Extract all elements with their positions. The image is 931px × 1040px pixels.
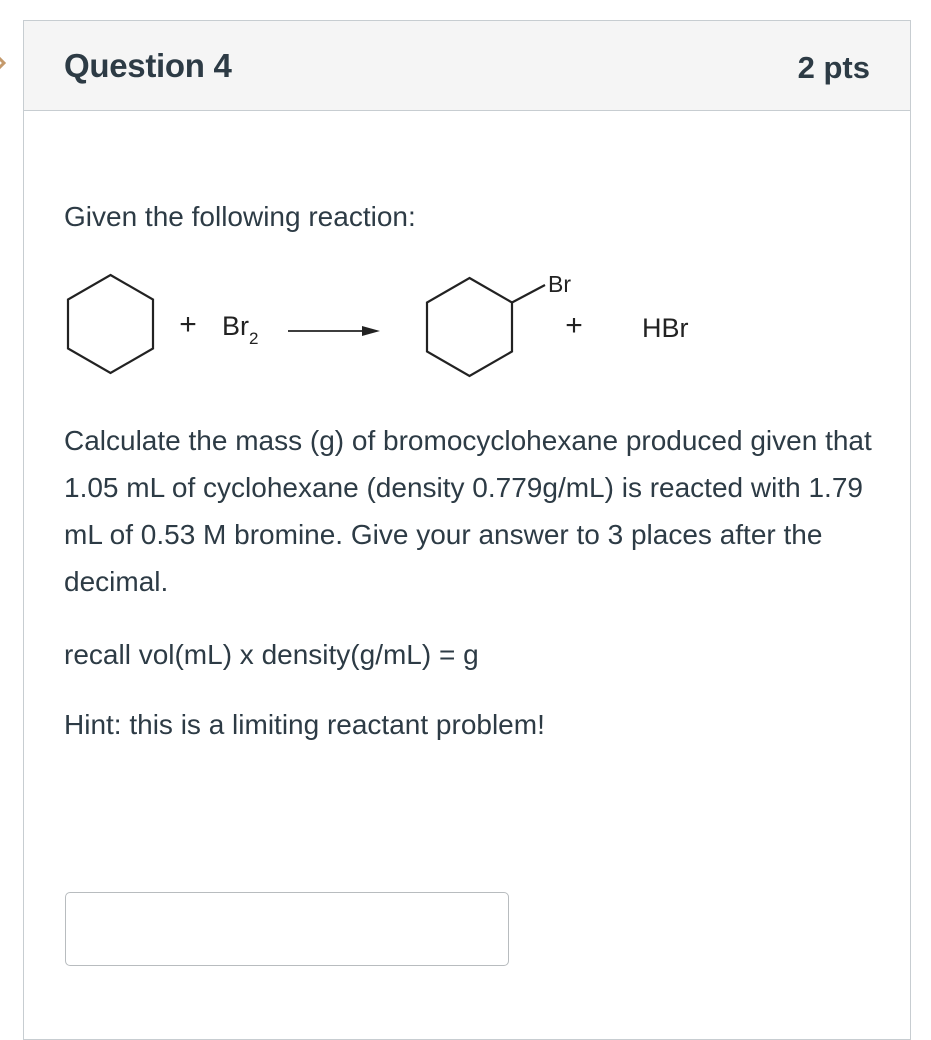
c-br-bond xyxy=(512,285,545,303)
hbr-label: HBr xyxy=(642,313,689,343)
plus-sign-2: + xyxy=(565,309,583,342)
recall-text: recall vol(mL) x density(g/mL) = g xyxy=(64,639,479,670)
br-substituent-label: Br xyxy=(548,271,571,297)
arrow-right-icon xyxy=(288,326,380,336)
problem-text: Calculate the mass (g) of bromocyclohexane produced given that 1.05 mL of cyclohexane (density 0.779g/mL) is reacted with 1.79 mL of 0.53 M bromine. Give your answer to 3 places after the decimal. xyxy=(64,425,872,597)
intro-text: Given the following reaction: xyxy=(64,201,416,232)
bromine-subscript: 2 xyxy=(249,329,259,348)
hint-text: Hint: this is a limiting reactant problem! xyxy=(64,709,545,740)
bromine-label xyxy=(222,311,258,348)
reaction-scheme xyxy=(64,263,704,393)
question-header xyxy=(24,21,910,111)
question-points: 2 pts xyxy=(797,50,870,85)
answer-input[interactable] xyxy=(65,892,509,966)
bromocyclohexane-ring xyxy=(427,278,512,376)
chevron-right-icon[interactable] xyxy=(0,55,6,71)
cyclohexane-ring xyxy=(68,275,153,373)
bromine-symbol: Br xyxy=(222,311,249,341)
question-card xyxy=(23,20,911,1040)
question-title: Question 4 xyxy=(64,47,232,84)
plus-sign-1: + xyxy=(179,308,197,341)
